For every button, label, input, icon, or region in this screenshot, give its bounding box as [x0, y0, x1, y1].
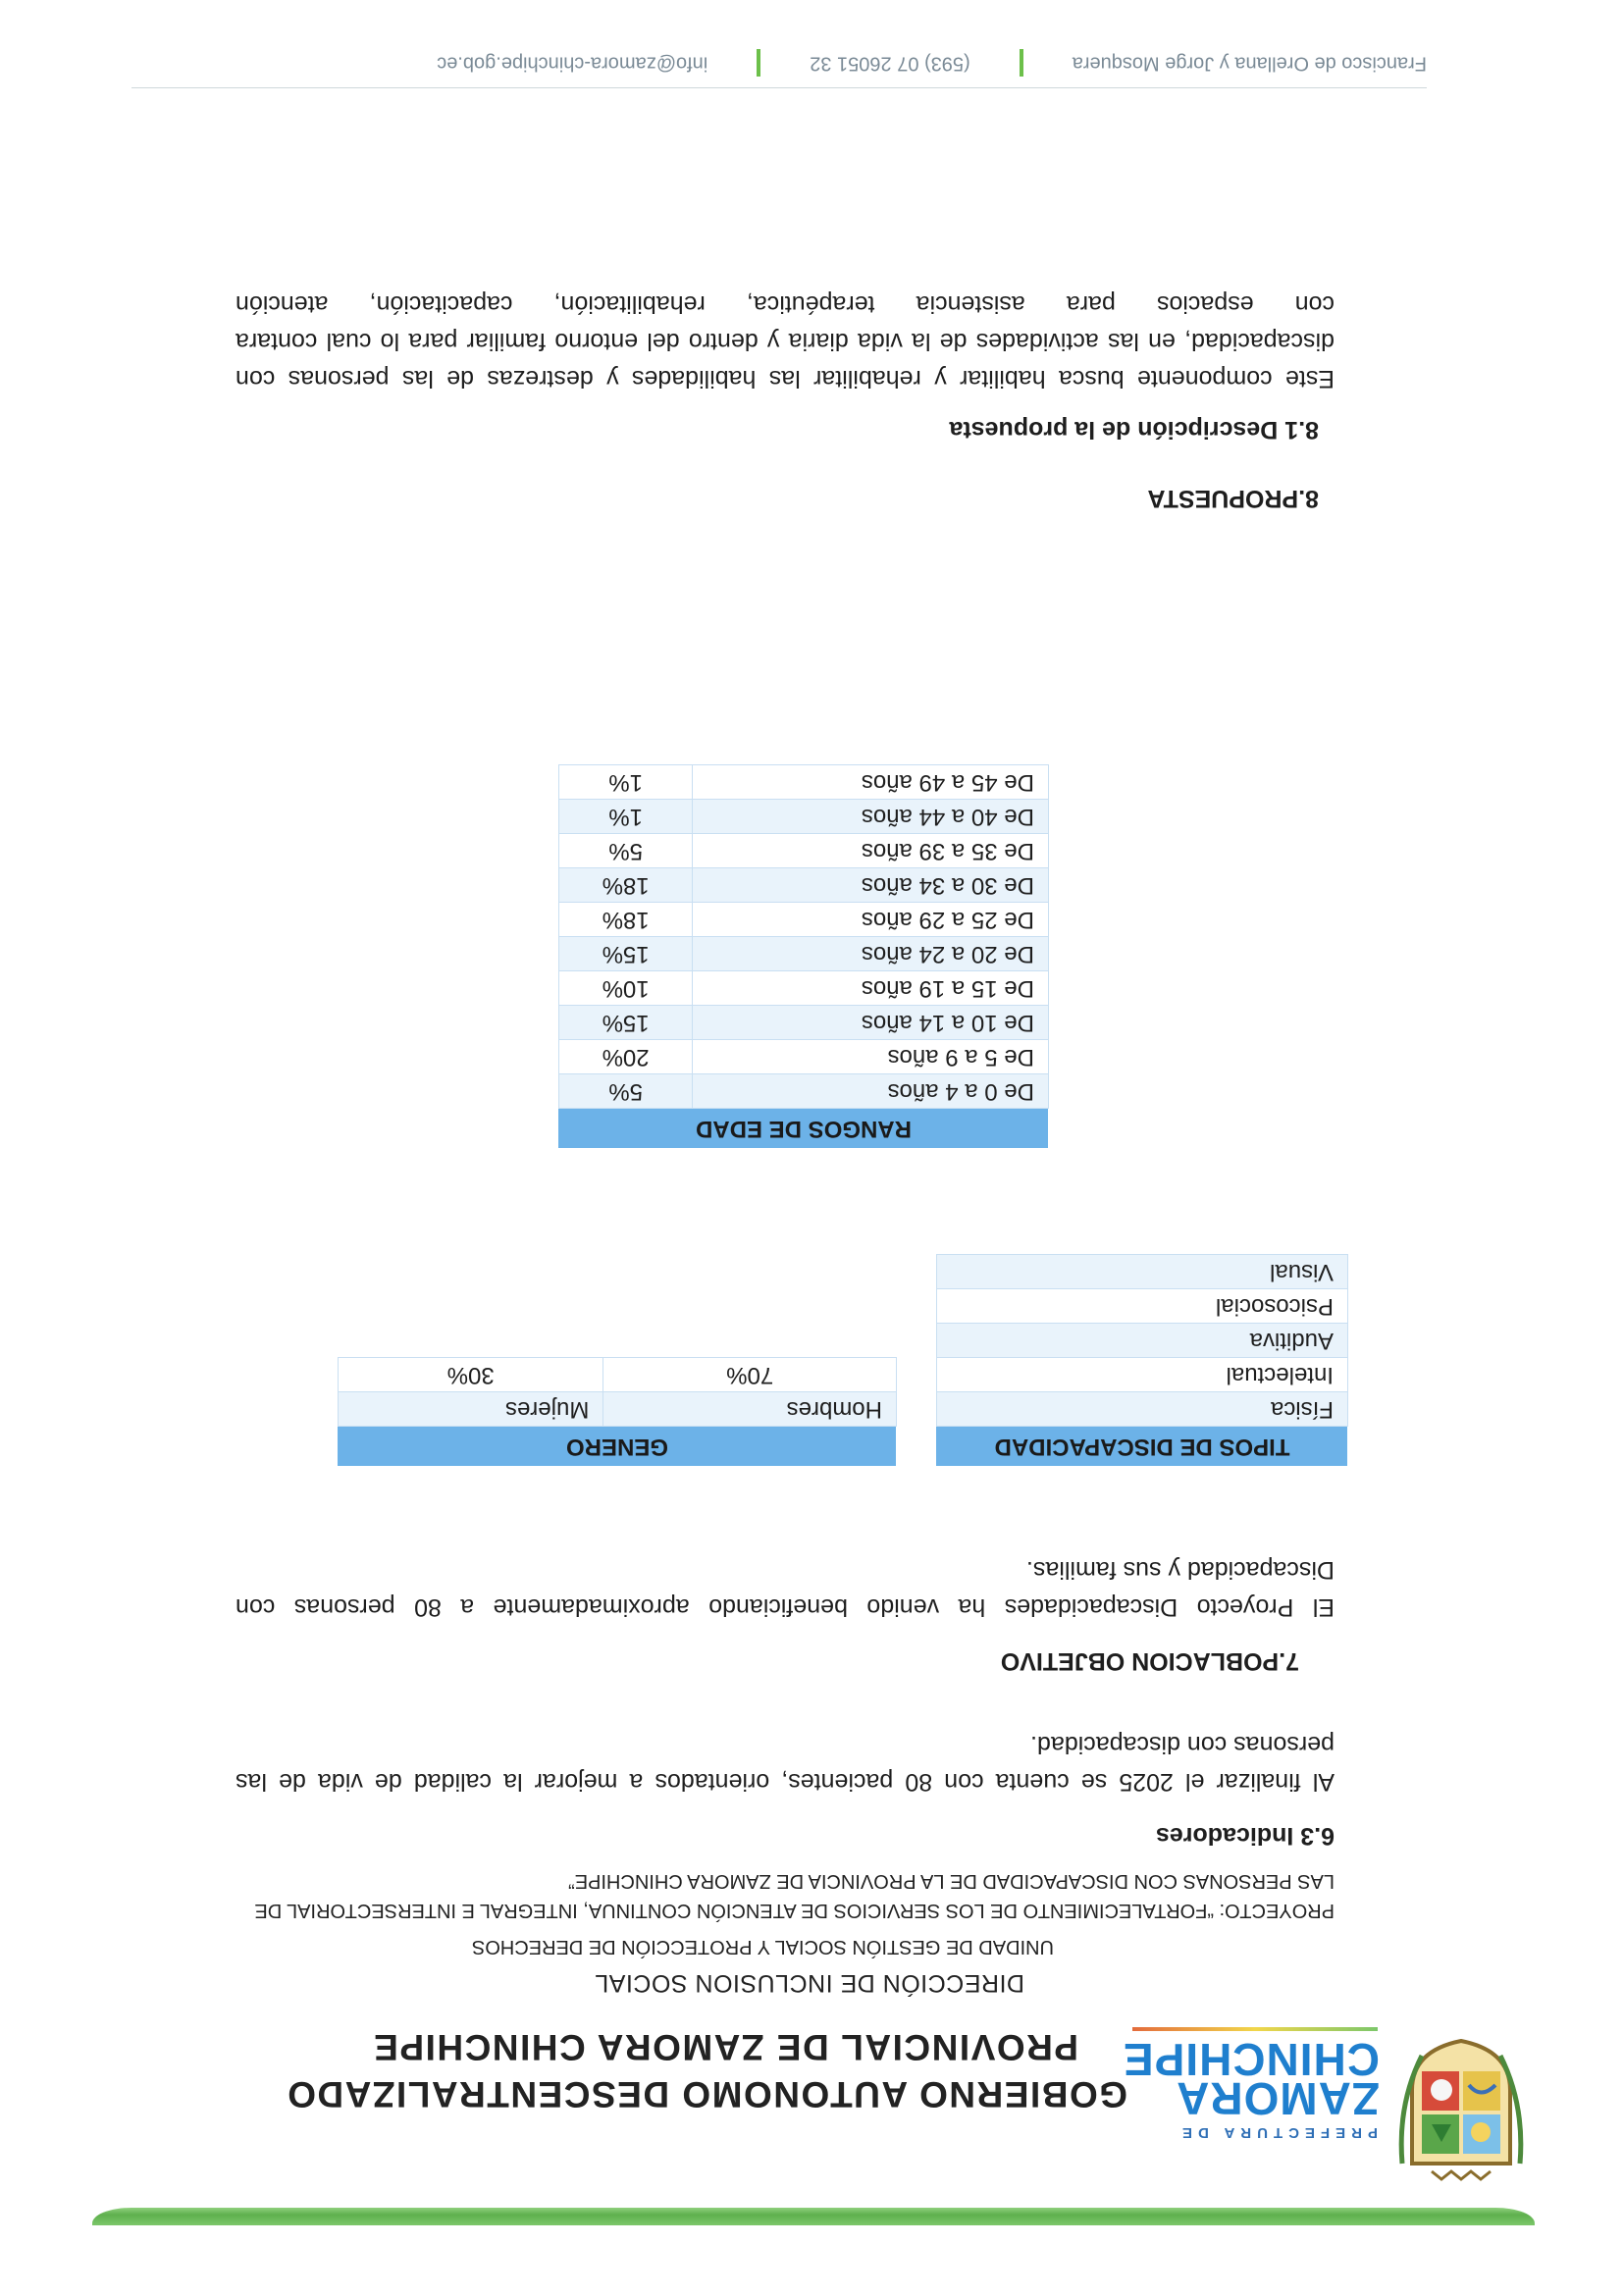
tipos-header: TIPOS DE DISCAPACIDAD	[937, 1427, 1348, 1467]
rango-label: De 25 a 29 años	[693, 903, 1049, 937]
genero-label-mujeres: Mujeres	[339, 1392, 603, 1427]
brand-name-line2: CHINCHIPE	[1122, 2034, 1380, 2085]
heading-poblacion-objetivo: 7.POBLACION OBJETIVO	[1000, 1647, 1299, 1675]
rango-pct: 20%	[559, 1040, 693, 1074]
prefecture-shield-logo	[1392, 2036, 1530, 2183]
rango-label: De 15 a 19 años	[693, 971, 1049, 1006]
rangos-edad-table	[558, 764, 1049, 1148]
brand-name-line1: ZAMORA	[1176, 2073, 1380, 2124]
rango-pct: 1%	[559, 800, 693, 834]
rango-label: De 0 a 4 años	[693, 1074, 1049, 1109]
rango-label: De 5 a 9 años	[693, 1040, 1049, 1074]
genero-value-mujeres: 30%	[339, 1358, 603, 1392]
paragraph-indicadores: Al finalizar el 2025 se cuenta con 80 pacientes, orientados a mejorar la calidad de vida de las personas con discapacidad.	[236, 1731, 1335, 1796]
rango-pct: 5%	[559, 1074, 693, 1109]
rango-label: De 35 a 39 años	[693, 834, 1049, 868]
genero-table	[338, 1357, 897, 1466]
header-green-bar	[92, 2208, 1535, 2225]
footer-separator	[1020, 49, 1023, 77]
rango-pct: 18%	[559, 868, 693, 903]
rango-label: De 10 a 14 años	[693, 1006, 1049, 1040]
project-title: PROYECTO: “FORTALECIMIENTO DE LOS SERVICIOS DE ATENCIÓN CONTINUA, INTEGRAL E INTERSECTORIAL DE LAS PERSONAS CON DISCAPACIDAD DE LA PROVINCIA DE ZAMORA CHINCHIPE”	[254, 1870, 1335, 1921]
rango-pct: 15%	[559, 1006, 693, 1040]
tipo-fisica: Física	[937, 1392, 1348, 1427]
direction-title: DIRECCIÓN DE INCLUSION SOCIAL	[594, 1969, 1024, 1997]
rango-pct: 5%	[559, 834, 693, 868]
tipo-visual: Visual	[937, 1255, 1348, 1289]
org-name-line1: GOBIERNO AUTONOMO DESCENTRALIZADO	[286, 2074, 1127, 2114]
rango-label: De 30 a 34 años	[693, 868, 1049, 903]
genero-label-hombres: Hombres	[603, 1392, 897, 1427]
tipo-auditiva: Auditiva	[937, 1324, 1348, 1358]
tipo-psicosocial: Psicosocial	[937, 1289, 1348, 1324]
rango-pct: 18%	[559, 903, 693, 937]
subheading-descripcion-propuesta: 8.1 Descripción de la propuesta	[949, 416, 1319, 444]
footer-divider	[131, 87, 1427, 88]
heading-propuesta: 8.PROPUESTA	[1147, 485, 1319, 512]
rango-pct: 15%	[559, 937, 693, 971]
footer	[131, 49, 1427, 77]
tipos-discapacidad-table	[936, 1254, 1348, 1466]
brand-small-label: PREFECTURA DE	[1177, 2124, 1378, 2141]
rango-pct: 1%	[559, 765, 693, 800]
rango-pct: 10%	[559, 971, 693, 1006]
genero-header: GENERO	[339, 1427, 897, 1467]
tipo-intelectual: Intelectual	[937, 1358, 1348, 1392]
rango-label: De 20 a 24 años	[693, 937, 1049, 971]
footer-address: Francisco de Orellana y Jorge Mosquera	[1072, 52, 1427, 75]
paragraph-propuesta: Este componente busca habilitar y rehabilitar las habilidades y destrezas de las personas con discapacidad, en las actividades de la vida diaria y dentro del entorno familiar para lo cual contara con espacios para asistencia terapéutica, rehabilitación, capacitación, atención	[236, 290, 1335, 392]
unit-title: UNIDAD DE GESTIÓN SOCIAL Y PROTECCIÓN DE DERECHOS	[471, 1936, 1054, 1957]
rango-label: De 45 a 49 años	[693, 765, 1049, 800]
paragraph-poblacion: El Proyecto Discapacidades ha venido beneficiando aproximadamente a 80 personas con Discapacidad y sus familias.	[236, 1556, 1335, 1621]
rangos-header: RANGOS DE EDAD	[559, 1109, 1049, 1149]
rango-label: De 40 a 44 años	[693, 800, 1049, 834]
footer-phone: (593) 07 26051 32	[810, 52, 970, 75]
org-name-line2: PROVINCIAL DE ZAMORA CHINCHIPE	[372, 2027, 1078, 2067]
genero-value-hombres: 70%	[603, 1358, 897, 1392]
brand-underline	[1132, 2027, 1378, 2031]
footer-separator	[757, 49, 760, 77]
heading-indicadores: 6.3 Indicadores	[1155, 1822, 1335, 1850]
footer-email[interactable]: info@zamora-chinchipe.gob.ec	[437, 52, 708, 75]
